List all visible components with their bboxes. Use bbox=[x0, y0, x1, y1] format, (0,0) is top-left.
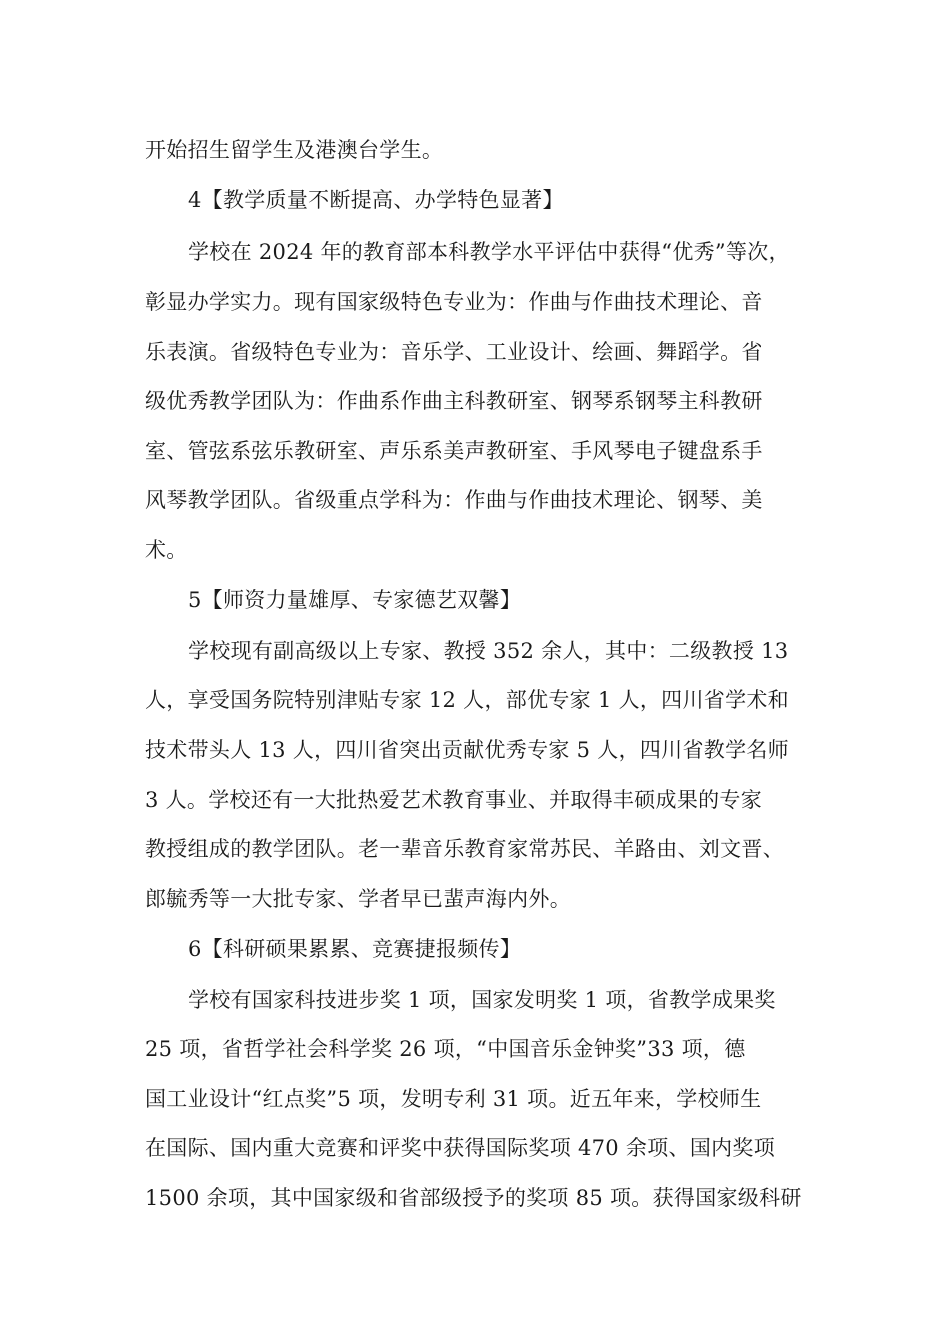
paragraph-line: 25 项，省哲学社会科学奖 26 项，“中国音乐金钟奖”33 项，德 bbox=[145, 1037, 746, 1061]
paragraph-line: 学校现有副高级以上专家、教授 352 余人，其中：二级教授 13 bbox=[188, 639, 789, 663]
paragraph-line: 风琴教学团队。省级重点学科为：作曲与作曲技术理论、钢琴、美 bbox=[145, 488, 763, 512]
paragraph-line: 级优秀教学团队为：作曲系作曲主科教研室、钢琴系钢琴主科教研 bbox=[145, 389, 763, 413]
paragraph-line: 教授组成的教学团队。老一辈音乐教育家常苏民、羊路由、刘文晋、 bbox=[145, 837, 784, 861]
paragraph-line: 3 人。学校还有一大批热爱艺术教育事业、并取得丰硕成果的专家 bbox=[145, 788, 763, 812]
paragraph-line: 1500 余项，其中国家级和省部级授予的奖项 85 项。获得国家级科研 bbox=[145, 1186, 802, 1210]
paragraph-line: 术。 bbox=[145, 538, 188, 562]
paragraph-line: 乐表演。省级特色专业为：音乐学、工业设计、绘画、舞蹈学。省 bbox=[145, 340, 763, 364]
paragraph-line: 郎毓秀等一大批专家、学者早已蜚声海内外。 bbox=[145, 887, 571, 911]
section-heading: 4【教学质量不断提高、办学特色显著】 bbox=[188, 188, 564, 212]
paragraph-line: 学校在 2024 年的教育部本科教学水平评估中获得“优秀”等次， bbox=[188, 240, 790, 264]
paragraph-line: 室、管弦系弦乐教研室、声乐系美声教研室、手风琴电子键盘系手 bbox=[145, 439, 763, 463]
paragraph-line: 学校有国家科技进步奖 1 项，国家发明奖 1 项，省教学成果奖 bbox=[188, 988, 776, 1012]
section-heading: 5【师资力量雄厚、专家德艺双馨】 bbox=[188, 588, 522, 612]
paragraph-line: 彰显办学实力。现有国家级特色专业为：作曲与作曲技术理论、音 bbox=[145, 290, 763, 314]
section-heading: 6【科研硕果累累、竞赛捷报频传】 bbox=[188, 937, 522, 961]
paragraph-line: 开始招生留学生及港澳台学生。 bbox=[145, 138, 444, 162]
paragraph-line: 国工业设计“红点奖”5 项，发明专利 31 项。近五年来，学校师生 bbox=[145, 1087, 762, 1111]
paragraph-line: 在国际、国内重大竞赛和评奖中获得国际奖项 470 余项、国内奖项 bbox=[145, 1136, 776, 1160]
paragraph-line: 人，享受国务院特别津贴专家 12 人，部优专家 1 人，四川省学术和 bbox=[145, 688, 789, 712]
paragraph-line: 技术带头人 13 人，四川省突出贡献优秀专家 5 人，四川省教学名师 bbox=[145, 738, 789, 762]
